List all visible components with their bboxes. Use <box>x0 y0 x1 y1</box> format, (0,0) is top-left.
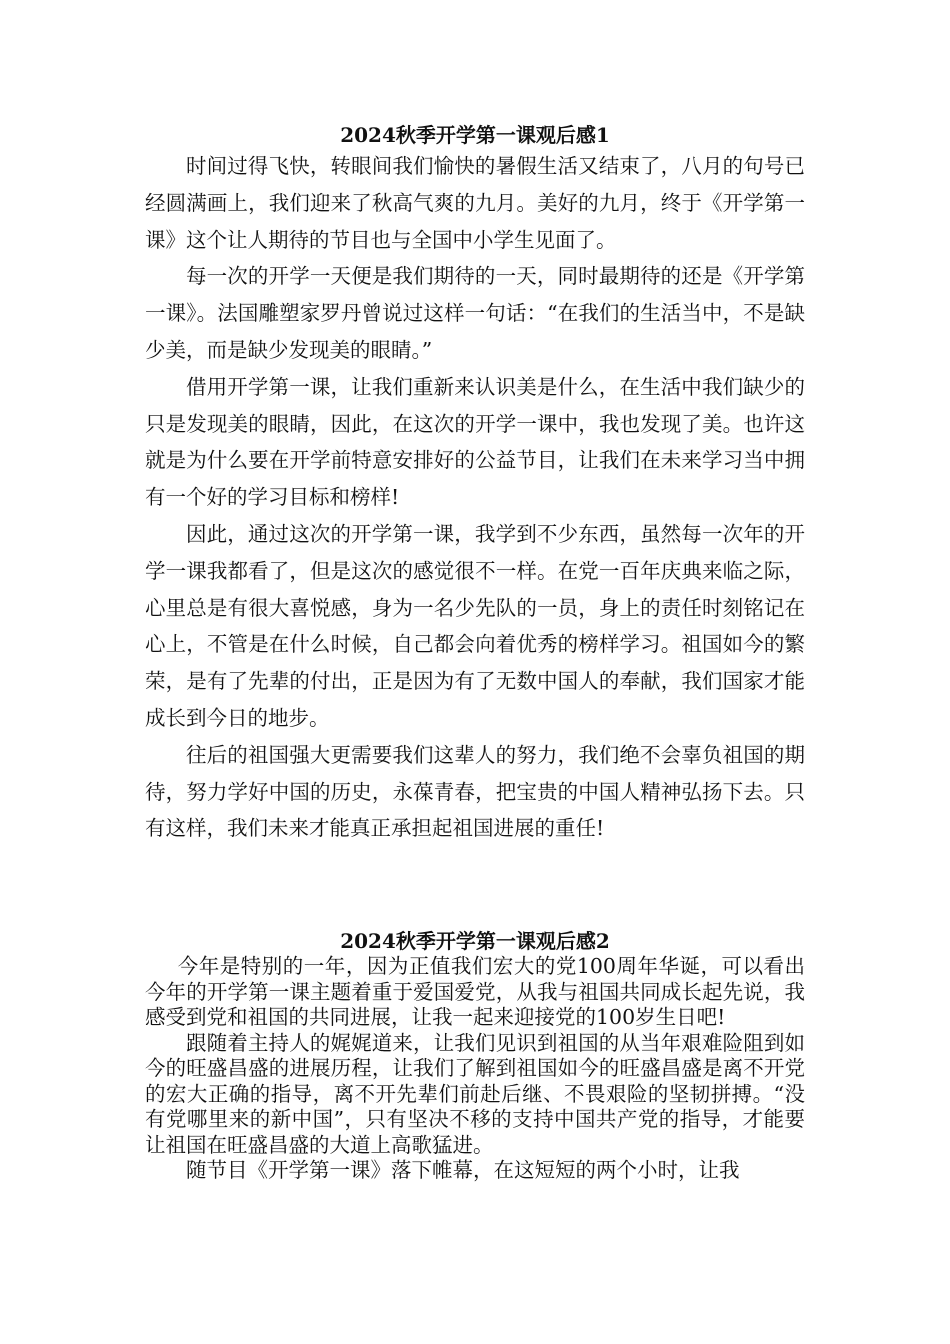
article-title: 2024秋季开学第一课观后感1 <box>340 123 610 147</box>
article-1 <box>145 122 805 847</box>
paragraph: 每一次的开学一天便是我们期待的一天，同时最期待的还是《开学第一课》。法国雕塑家罗丹曾说过这样一句话：“在我们的生活当中，不是缺少美，而是缺少发现美的眼睛。” <box>145 264 805 362</box>
paragraph: 往后的祖国强大更需要我们这辈人的努力，我们绝不会辜负祖国的期待，努力学好中国的历史，永葆青春，把宝贵的中国人精神弘扬下去。只有这样，我们未来才能真正承担起祖国进展的重任! <box>145 742 805 841</box>
paragraph: 随节目《开学第一课》落下帷幕，在这短短的两个小时，让我 <box>186 1158 740 1182</box>
article-2 <box>145 928 805 1184</box>
article-title: 2024秋季开学第一课观后感2 <box>340 929 610 953</box>
paragraph: 借用开学第一课，让我们重新来认识美是什么，在生活中我们缺少的只是发现美的眼睛，因此，在这次的开学一课中，我也发现了美。也许这就是为什么要在开学前特意安排好的公益节目，让我们在未来学习当中拥有一个好的学习目标和榜样! <box>145 374 805 510</box>
paragraph: 今年是特别的一年，因为正值我们宏大的党100周年华诞，可以看出今年的开学第一课主题着重于爱国爱党，从我与祖国共同成长起先说，我感受到党和祖国的共同进展，让我一起来迎接党的100岁生日吧! <box>145 954 805 1029</box>
paragraph: 因此，通过这次的开学第一课，我学到不少东西，虽然每一次年的开学一课我都看了，但是这次的感觉很不一样。在党一百年庆典来临之际，心里总是有很大喜悦感，身为一名少先队的一员，身上的责任时刻铭记在心上，不管是在什么时候，自己都会向着优秀的榜样学习。祖国如今的繁荣，是有了先辈的付出，正是因为有了无数中国人的奉献，我们国家才能成长到今日的地步。 <box>145 521 805 730</box>
paragraph: 跟随着主持人的娓娓道来，让我们见识到祖国的从当年艰难险阻到如今的旺盛昌盛的进展历程，让我们了解到祖国如今的旺盛昌盛是离不开党的宏大正确的指导，离不开先辈们前赴后继、不畏艰险的坚韧拼搏。“没有党哪里来的新中国”，只有坚决不移的支持中国共产党的指导，才能要让祖国在旺盛昌盛的大道上高歌猛进。 <box>145 1030 805 1157</box>
paragraph: 时间过得飞快，转眼间我们愉快的暑假生活又结束了，八月的句号已经圆满画上，我们迎来了秋高气爽的九月。美好的九月，终于《开学第一课》这个让人期待的节目也与全国中小学生见面了。 <box>145 154 805 252</box>
